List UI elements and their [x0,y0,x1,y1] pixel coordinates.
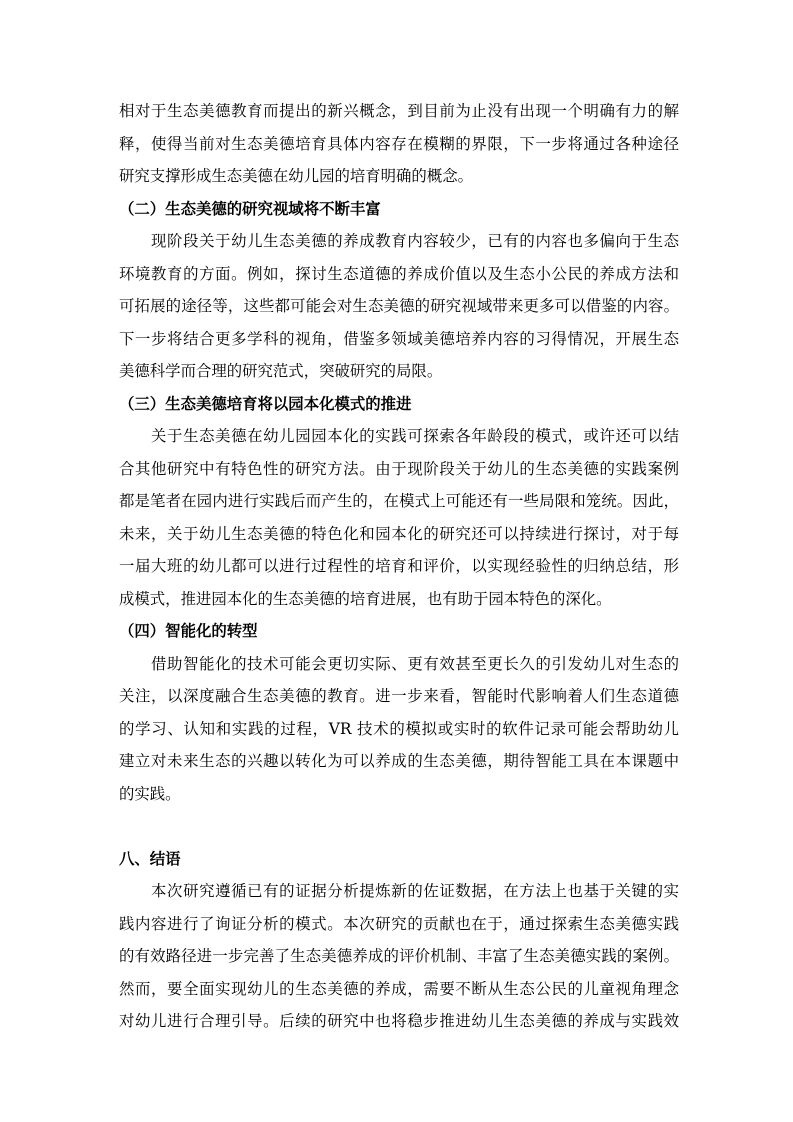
text-line: 的学习、认知和实践的过程，VR 技术的模拟或实时的软件记录可能会帮助幼儿 [119,719,679,738]
section-2-paragraph [119,225,679,388]
text-line: 一届大班的幼儿都可以进行过程性的培育和评价，以实现经验性的归纳总结，形 [119,557,679,575]
text-line: 研究支撑形成生态美德在幼儿园的培育明确的概念。 [119,167,473,185]
section-heading-4: （四）智能化的转型 [119,622,258,640]
section-heading-3: （三）生态美德培育将以园本化模式的推进 [119,394,412,413]
text-line: 未来，关于幼儿生态美德的特色化和园本化的研究还可以持续进行探讨，对于每 [119,524,679,543]
text-line: 美德科学而合理的研究范式，突破研究的局限。 [119,362,443,380]
text-line: 本次研究遵循已有的证据分析提炼新的佐证数据，在方法上也基于关键的实 [119,882,679,900]
text-line: 对幼儿进行合理引导。后续的研究中也将稳步推进幼儿生态美德的养成与实践效 [119,1012,679,1030]
section-heading-2: （二）生态美德的研究视域将不断丰富 [119,199,381,218]
intro-paragraph [119,95,679,193]
text-line: 借助智能化的技术可能会更切实际、更有效甚至更长久的引发幼儿对生态的 [119,654,679,673]
text-line: 的有效路径进一步完善了生态美德养成的评价机制、丰富了生态美德实践的案例。 [119,947,679,965]
document-body [119,95,679,1038]
text-line: 关注，以深度融合生态美德的教育。进一步来看，智能时代影响着人们生态道德 [119,687,679,705]
text-line: 建立对未来生态的兴趣以转化为可以养成的生态美德，期待智能工具在本课题中 [119,752,679,770]
conclusion-paragraph [119,875,679,1038]
text-line: 的实践。 [119,784,181,803]
text-line: 践内容进行了询证分析的模式。本次研究的贡献也在于，通过探索生态美德实践 [119,914,679,933]
text-line: 可拓展的途径等，这些都可能会对生态美德的研究视域带来更多可以借鉴的内容。 [119,297,679,315]
section-3-paragraph [119,420,679,615]
text-line: 现阶段关于幼儿生态美德的养成教育内容较少，已有的内容也多偏向于生态 [119,232,679,250]
text-line: 合其他研究中有特色性的研究方法。由于现阶段关于幼儿的生态美德的实践案例 [119,459,679,478]
text-line: 然而，要全面实现幼儿的生态美德的养成，需要不断从生态公民的儿童视角理念 [119,979,679,998]
section-4-paragraph [119,648,679,811]
text-line: 下一步将结合更多学科的视角，借鉴多领域美德培养内容的习得情况，开展生态 [119,329,679,348]
text-line: 相对于生态美德教育而提出的新兴概念，到目前为止没有出现一个明确有力的解 [119,102,679,120]
text-line: 都是笔者在园内进行实践后而产生的，在模式上可能还有一些局限和笼统。因此， [119,492,679,510]
conclusion-heading: 八、结语 [119,849,181,868]
text-line: 环境教育的方面。例如，探讨生态道德的养成价值以及生态小公民的养成方法和 [119,264,679,283]
text-line: 成模式，推进园本化的生态美德的培育进展，也有助于园本特色的深化。 [119,589,612,608]
text-line: 释，使得当前对生态美德培育具体内容存在模糊的界限，下一步将通过各种途径 [119,134,679,153]
text-line: 关于生态美德在幼儿园园本化的实践可探索各年龄段的模式，或许还可以结 [119,427,679,445]
paragraph-gap [119,810,679,843]
